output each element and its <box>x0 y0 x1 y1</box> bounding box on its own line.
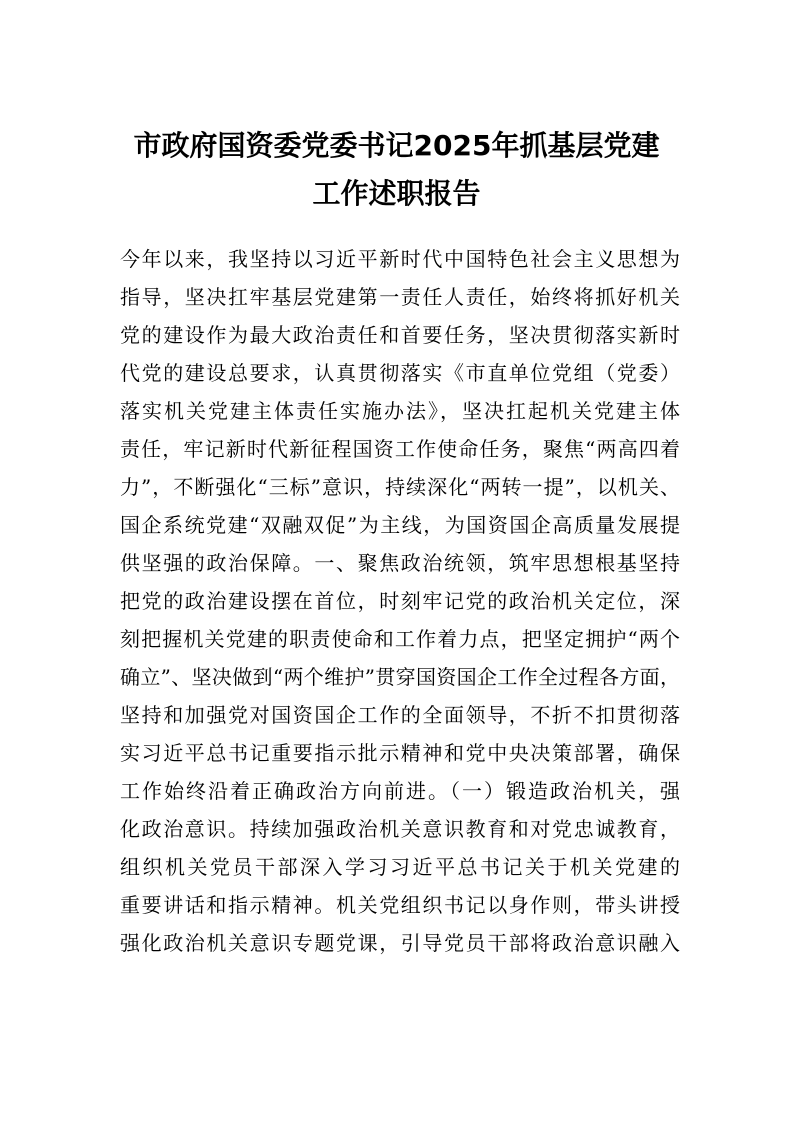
body-line: 力”，不断强化“三标”意识，持续深化“两转一提”，以机关、 <box>120 475 680 499</box>
body-line: 代党的建设总要求，认真贯彻落实《市直单位党组（党委） <box>120 361 680 385</box>
body-line: 强化政治机关意识专题党课，引导党员干部将政治意识融入 <box>120 931 680 955</box>
body-line: 化政治意识。持续加强政治机关意识教育和对党忠诚教育， <box>120 817 680 841</box>
body-line: 落实机关党建主体责任实施办法》，坚决扛起机关党建主体 <box>120 399 680 423</box>
body-line: 把党的政治建设摆在首位，时刻牢记党的政治机关定位，深 <box>120 589 680 613</box>
body-line: 党的建设作为最大政治责任和首要任务，坚决贯彻落实新时 <box>120 323 680 347</box>
body-line: 责任，牢记新时代新征程国资工作使命任务，聚焦“两高四着 <box>120 437 680 461</box>
body-line: 确立”、坚决做到“两个维护”贯穿国资国企工作全过程各方面， <box>120 665 680 689</box>
body-line: 组织机关党员干部深入学习习近平总书记关于机关党建的 <box>120 855 680 879</box>
body-line: 工作始终沿着正确政治方向前进。（一）锻造政治机关，强 <box>120 779 680 803</box>
title-line-2: 工作述职报告 <box>312 177 481 210</box>
document-body <box>120 240 680 962</box>
body-line: 今年以来，我坚持以习近平新时代中国特色社会主义思想为 <box>120 247 680 271</box>
document-title <box>100 122 693 218</box>
body-line: 刻把握机关党建的职责使命和工作着力点，把坚定拥护“两个 <box>120 627 680 651</box>
body-line: 实习近平总书记重要指示批示精神和党中央决策部署，确保 <box>120 741 680 765</box>
body-line: 重要讲话和指示精神。机关党组织书记以身作则，带头讲授 <box>120 893 680 917</box>
body-line: 坚持和加强党对国资国企工作的全面领导，不折不扣贯彻落 <box>120 703 680 727</box>
title-line-1: 市政府国资委党委书记2025年抓基层党建 <box>133 129 660 162</box>
body-line: 指导，坚决扛牢基层党建第一责任人责任，始终将抓好机关 <box>120 285 680 309</box>
body-line: 国企系统党建“双融双促”为主线，为国资国企高质量发展提 <box>120 513 680 537</box>
body-line: 供坚强的政治保障。一、聚焦政治统领，筑牢思想根基坚持 <box>120 551 680 575</box>
